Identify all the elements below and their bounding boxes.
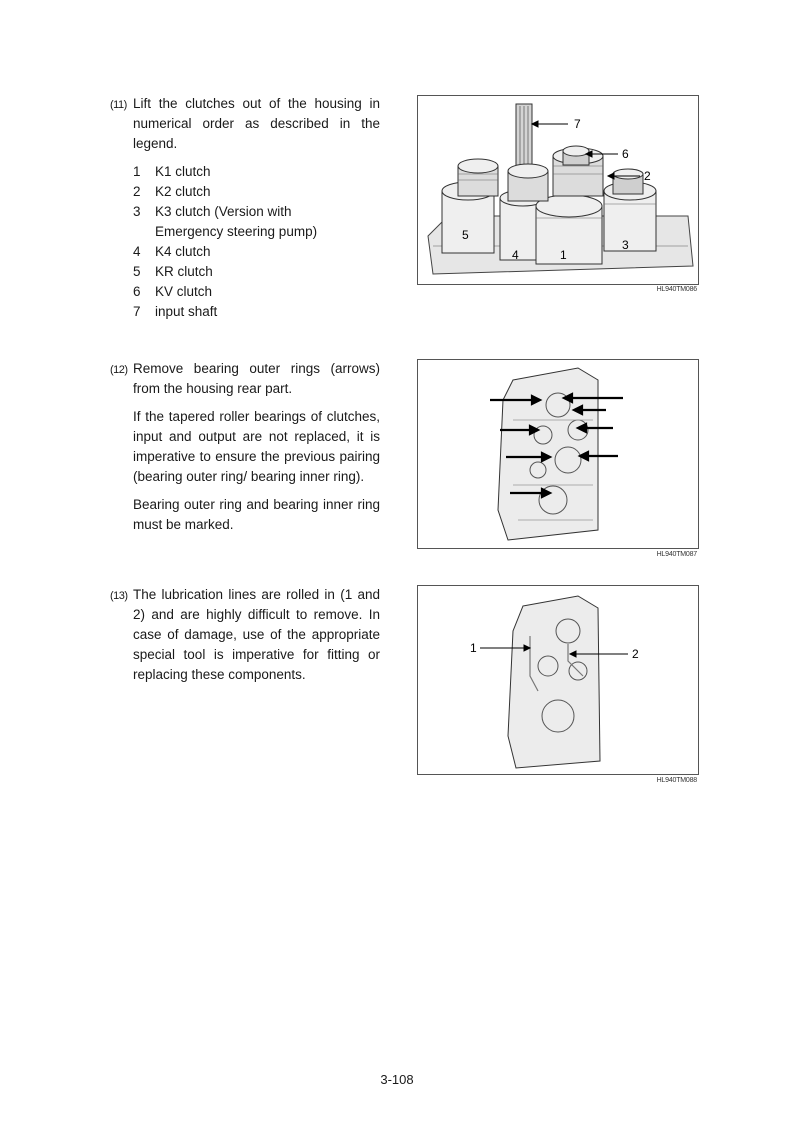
step-text: Bearing outer ring and bearing inner ring must be marked.	[133, 497, 380, 532]
step-number: (13)	[110, 590, 128, 602]
housing-rear-illustration	[418, 360, 698, 548]
step-text: The lubrication lines are rolled in (1 and 2) and are highly difficult to remove. In case of damage, use of the appropriate special tool is imperative for fitting or replacing these components.	[133, 587, 380, 682]
figure-code: HL940TM088	[656, 777, 697, 784]
legend-item: 3 K3 clutch (Version with Emergency steering pump)	[133, 204, 318, 239]
legend-item: 6 KV clutch	[133, 284, 213, 299]
callout-1: 1	[470, 641, 477, 655]
step-12	[110, 359, 380, 543]
legend-item: 1 K1 clutch	[133, 164, 211, 179]
legend-item: 2 K2 clutch	[133, 184, 211, 199]
legend-item: 7 input shaft	[133, 304, 218, 319]
step-number: (11)	[110, 99, 127, 111]
callout-6: 6	[622, 147, 629, 161]
callout-5: 5	[462, 228, 469, 242]
legend-item: 5 KR clutch	[133, 264, 213, 279]
figure-housing-rear	[417, 359, 699, 549]
step-number: (12)	[110, 364, 128, 376]
step-text: Lift the clutches out of the housing in numerical order as described in the legend.	[133, 96, 380, 151]
step-text: If the tapered roller bearings of clutches, input and output are not replaced, it is imperative to ensure the previous pairing (bearing outer ring/ bearing inner ring).	[133, 409, 380, 484]
figure-code: HL940TM087	[656, 551, 697, 558]
figure-clutches	[417, 95, 699, 285]
figure-lubrication-lines	[417, 585, 699, 775]
clutch-assembly-illustration	[418, 96, 698, 284]
figure-code: HL940TM086	[656, 286, 697, 293]
step-text: Remove bearing outer rings (arrows) from the housing rear part.	[133, 361, 380, 396]
callout-4: 4	[512, 248, 519, 262]
callout-7: 7	[574, 117, 581, 131]
step-11	[110, 94, 380, 322]
callout-2: 2	[632, 647, 639, 661]
lubrication-lines-illustration	[418, 586, 698, 774]
legend-item: 4 K4 clutch	[133, 244, 211, 259]
callout-2: 2	[644, 169, 651, 183]
page-number: 3-108	[380, 1072, 414, 1087]
step-13	[110, 585, 380, 693]
callout-1: 1	[560, 248, 567, 262]
legend-list	[133, 162, 380, 322]
callout-3: 3	[622, 238, 629, 252]
